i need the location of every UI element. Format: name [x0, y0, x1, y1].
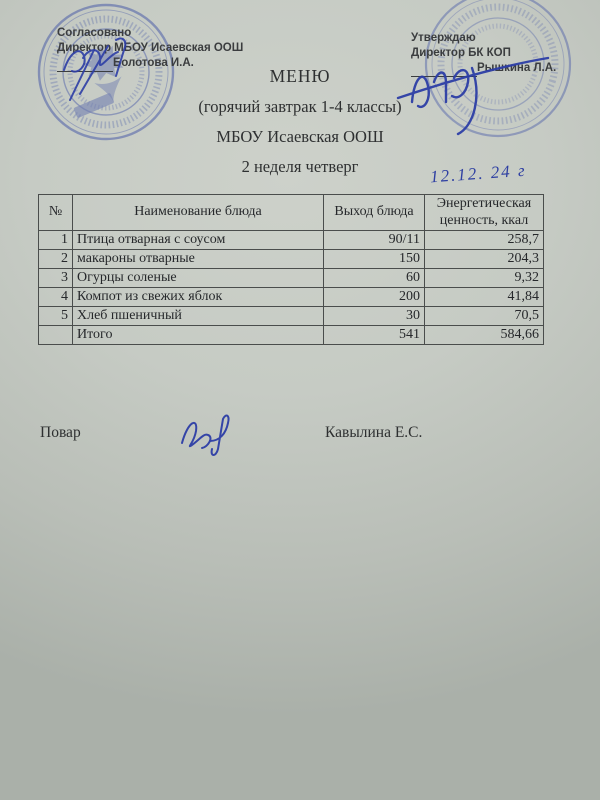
doc-subtitle: (горячий завтрак 1-4 классы): [198, 97, 402, 116]
handwritten-date: 12.12. 24 г: [429, 160, 528, 187]
approval-right-name: Рышкина Л.А.: [477, 62, 557, 75]
cell-output: 200: [324, 288, 425, 307]
header-num: №: [39, 195, 73, 231]
cell-dish: Компот из свежих яблок: [73, 288, 324, 307]
cook-name: Кавылина Е.С.: [325, 424, 423, 441]
table-row: [39, 288, 544, 307]
cell-energy: 258,7: [425, 231, 544, 250]
cell-energy: 204,3: [425, 250, 544, 269]
cell-dish: Итого: [73, 326, 324, 345]
table-total-row: [39, 326, 544, 345]
approval-right-line2: Директор БК КОП: [411, 47, 511, 60]
cell-output: 90/11: [324, 231, 425, 250]
table-row: [39, 231, 544, 250]
cell-num: 2: [39, 250, 73, 269]
cell-energy: 41,84: [425, 288, 544, 307]
cook-role-label: Повар: [40, 424, 81, 441]
cell-num: 5: [39, 307, 73, 326]
cell-energy: 9,32: [425, 269, 544, 288]
table-row: [39, 250, 544, 269]
cell-output: 30: [324, 307, 425, 326]
approval-left-line1: Согласовано: [57, 27, 132, 39]
doc-title: МЕНЮ: [269, 66, 331, 86]
doc-school: МБОУ Исаевская ООШ: [216, 127, 384, 146]
cell-output: 60: [324, 269, 425, 288]
header-energy: Энергетическая ценность, ккал: [425, 195, 544, 231]
cell-output: 150: [324, 250, 425, 269]
menu-table: [38, 194, 544, 345]
cell-dish: Огурцы соленые: [73, 269, 324, 288]
cell-num: 3: [39, 269, 73, 288]
signature-bolotova: [50, 30, 160, 105]
signature-ryshkina: [390, 40, 570, 140]
cell-num: 4: [39, 288, 73, 307]
approval-right-line1: Утверждаю: [411, 32, 476, 44]
cell-energy: 70,5: [425, 307, 544, 326]
cell-output: 541: [324, 326, 425, 345]
cell-dish: Птица отварная с соусом: [73, 231, 324, 250]
header-output: Выход блюда: [324, 195, 425, 231]
table-row: [39, 269, 544, 288]
header-dish: Наименование блюда: [73, 195, 324, 231]
cell-num: 1: [39, 231, 73, 250]
cell-dish: макароны отварные: [73, 250, 324, 269]
table-row: [39, 307, 544, 326]
approval-left-name: Болотова И.А.: [113, 57, 194, 70]
doc-week-day: 2 неделя четверг: [241, 157, 359, 176]
cell-energy: 584,66: [425, 326, 544, 345]
table-header-row: [39, 195, 544, 231]
cell-dish: Хлеб пшеничный: [73, 307, 324, 326]
signature-kavylina: [170, 405, 250, 465]
cell-num: [39, 326, 73, 345]
approval-left-line2: Директор МБОУ Исаевская ООШ: [57, 42, 244, 55]
